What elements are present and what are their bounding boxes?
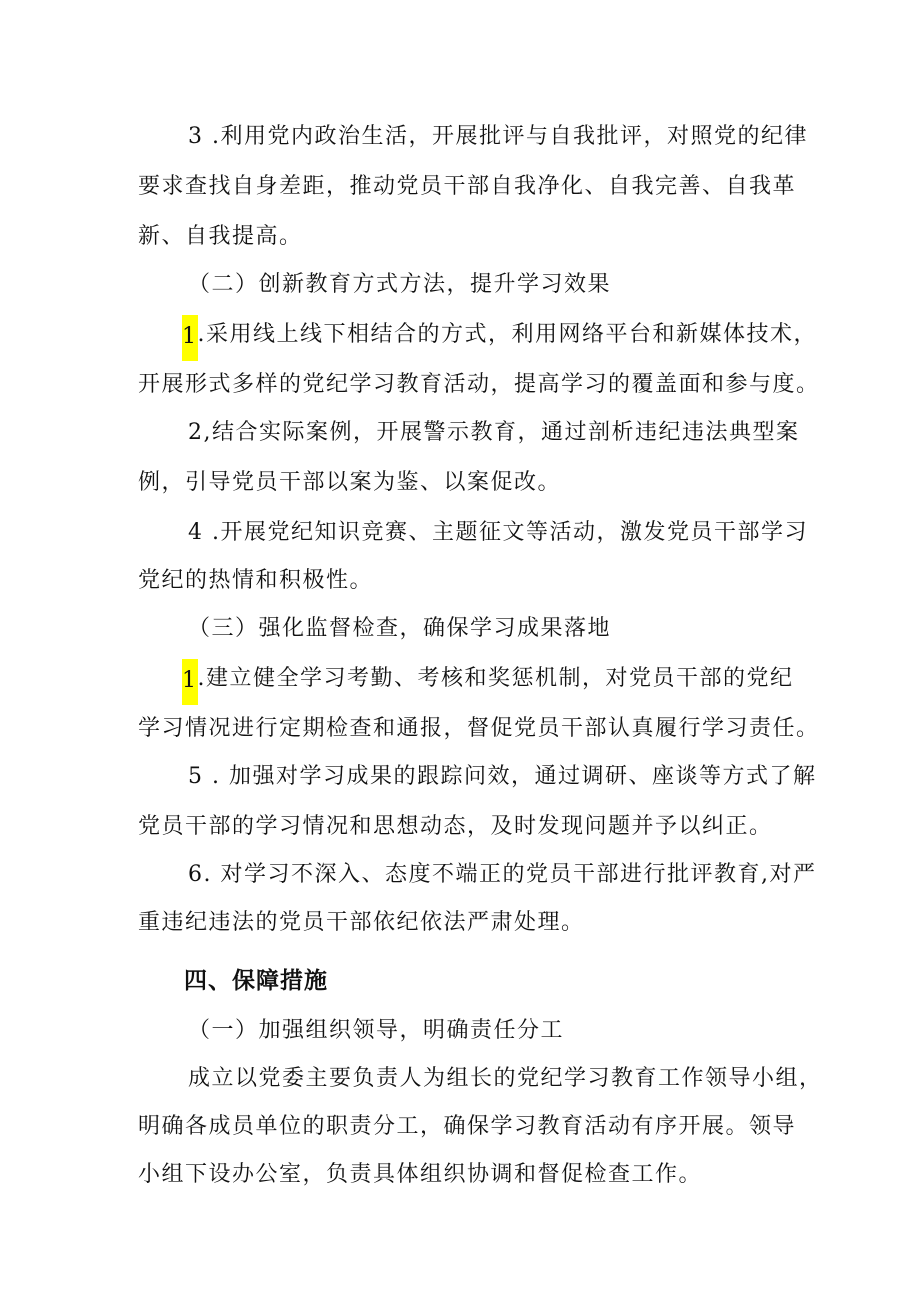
paragraph-line: 学习情况进行定期检查和通报，督促党员干部认真履行学习责任。 <box>138 716 820 741</box>
paragraph-line: 3 .利用党内政治生活，开展批评与自我批评，对照党的纪律 <box>188 124 808 149</box>
paragraph-line-highlighted <box>182 664 794 705</box>
paragraph-line: 开展形式多样的党纪学习教育活动，提高学习的覆盖面和参与度。 <box>138 372 820 397</box>
highlighted-number: 1 <box>182 659 198 705</box>
paragraph-line: 明确各成员单位的职责分工，确保学习教育活动有序开展。领导 <box>138 1114 797 1139</box>
paragraph-line: 成立以党委主要负责人为组长的党纪学习教育工作领导小组， <box>188 1066 823 1091</box>
paragraph-line: 新、自我提高。 <box>138 224 303 249</box>
highlighted-number: 1 <box>182 315 198 361</box>
paragraph-line: 例，引导党员干部以案为鉴、以案促改。 <box>138 470 562 495</box>
paragraph-line: 党员干部的学习情况和思想动态，及时发现问题并予以纠正。 <box>138 814 773 839</box>
paragraph-line: 2,结合实际案例，开展警示教育，通过剖析违纪违法典型案 <box>188 420 800 445</box>
section-heading: 四、保障措施 <box>184 968 328 994</box>
paragraph-line: 小组下设办公室，负责具体组织协调和督促检查工作。 <box>138 1162 703 1187</box>
paragraph-text: .建立健全学习考勤、考核和奖惩机制，对党员干部的党纪 <box>197 666 794 691</box>
paragraph-text: .采用线上线下相结合的方式，利用网络平台和新媒体技术， <box>197 322 817 347</box>
paragraph-line-highlighted <box>182 320 817 361</box>
paragraph-line: 4 .开展党纪知识竞赛、主题征文等活动，激发党员干部学习 <box>188 520 808 545</box>
paragraph-line: 重违纪违法的党员干部依纪依法严肃处理。 <box>138 910 585 935</box>
paragraph-line: 6. 对学习不深入、态度不端正的党员干部进行批评教育,对严 <box>188 862 817 887</box>
section-subheading: （一）加强组织领导，明确责任分工 <box>188 1018 565 1043</box>
section-subheading: （二）创新教育方式方法，提升学习效果 <box>188 272 612 297</box>
paragraph-line: 要求查找自身差距，推动党员干部自我净化、自我完善、自我革 <box>138 174 797 199</box>
section-subheading: （三）强化监督检查，确保学习成果落地 <box>188 616 612 641</box>
paragraph-line: 党纪的热情和积极性。 <box>138 568 374 593</box>
paragraph-line: 5 . 加强对学习成果的跟踪问效，通过调研、座谈等方式了解 <box>188 764 817 789</box>
